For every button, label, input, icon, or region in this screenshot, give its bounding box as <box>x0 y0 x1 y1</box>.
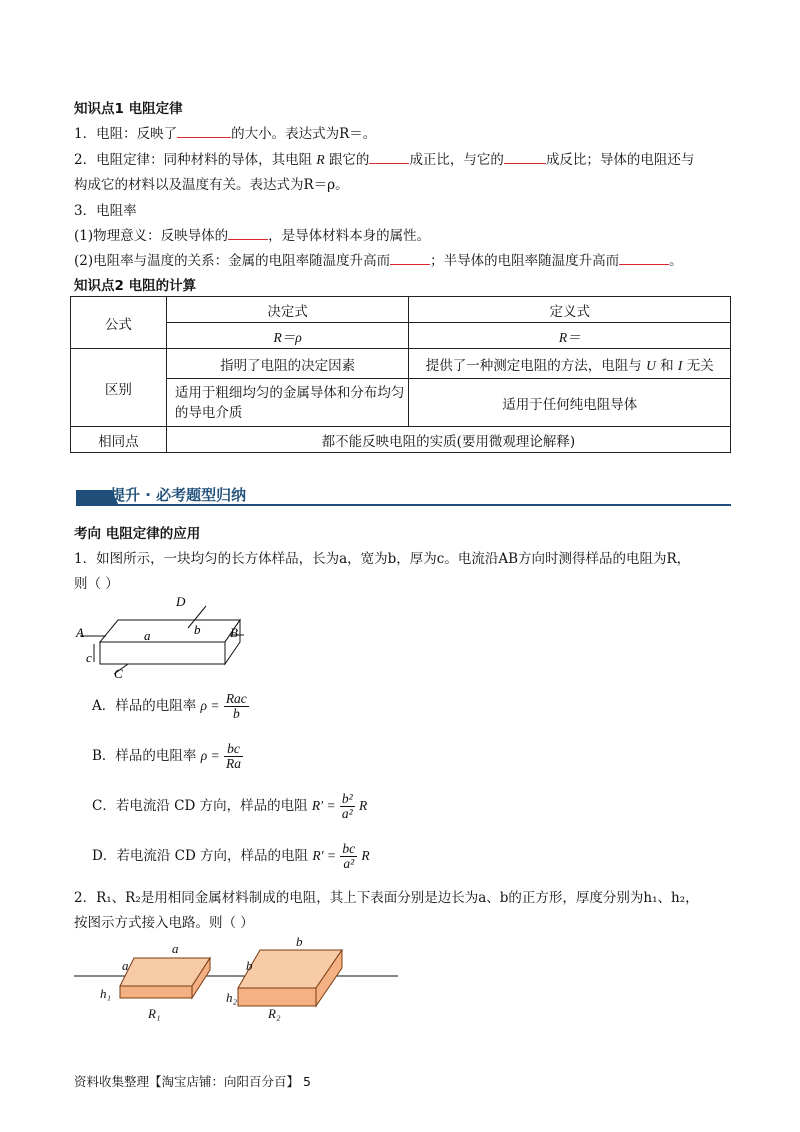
col-header-decide: 决定式 <box>166 297 409 323</box>
var-R: R <box>316 152 325 167</box>
kp1-title: 知识点1 电阻定律 <box>74 101 183 117</box>
banner-title: 提升 · 必考题型归纳 <box>110 486 247 504</box>
label-D: D <box>176 594 186 609</box>
text: 。 <box>669 253 683 269</box>
diff-decide-1: 指明了电阻的决定因素 <box>166 349 409 379</box>
q1-option-C[interactable] <box>92 792 367 821</box>
q1-stem: 1．如图所示，一块均匀的长方体样品，长为a，宽为b，厚为c。电流沿AB方向时测得样品的电阻为R， <box>74 551 691 567</box>
formula-text: R＝ <box>558 329 581 345</box>
label-R2: R₂ <box>268 1006 281 1021</box>
option-text: D．若电流沿 CD 方向，样品的电阻 <box>92 848 309 864</box>
r1-front-face <box>120 986 192 998</box>
label-C: C <box>114 666 123 681</box>
r-prime-symbol: R′ = <box>312 848 337 863</box>
label-a-top: a <box>172 941 179 956</box>
kp1-line-5 <box>74 249 683 269</box>
q1-box-figure <box>70 592 250 682</box>
numerator: b² <box>341 791 353 806</box>
answer-blank[interactable] <box>619 252 669 265</box>
row-header-same: 相同点 <box>71 427 167 453</box>
numerator: bc <box>342 841 356 856</box>
label-h1: h₁ <box>100 986 112 1001</box>
var-R: R <box>361 848 370 863</box>
var-U: U <box>646 357 656 373</box>
option-text: B．样品的电阻率 <box>92 748 197 764</box>
fraction <box>340 792 355 821</box>
text: 跟它的 <box>328 152 370 168</box>
q2-stem: 2．R₁、R₂是用相同金属材料制成的电阻，其上下表面分别是边长为a、b的正方形，厚度分别为h₁、h₂， <box>74 890 699 906</box>
answer-blank[interactable] <box>228 227 268 240</box>
q2-resistor-figure <box>72 930 402 1030</box>
answer-blank[interactable] <box>504 151 546 164</box>
rho-symbol: ρ = <box>200 748 220 763</box>
text: (2)电阻率与温度的关系：金属的电阻率随温度升高而 <box>74 253 391 269</box>
numerator: bc <box>224 742 243 757</box>
row-header-formula: 公式 <box>71 297 167 349</box>
answer-blank[interactable] <box>390 252 430 265</box>
rho-symbol: ρ = <box>200 698 220 713</box>
kp1-line-2b <box>74 173 349 193</box>
formula-text: R＝ρ。 <box>303 177 349 193</box>
label-a-side: a <box>122 958 129 973</box>
text: 无关 <box>686 357 714 374</box>
diff-define-2: 适用于任何纯电阻导体 <box>409 379 731 427</box>
label-A: A <box>76 625 84 640</box>
label-B: B <box>230 625 238 640</box>
formula-define <box>409 323 731 349</box>
r-prime-symbol: R′ = <box>311 798 336 813</box>
text: 和 <box>660 357 674 374</box>
q2-stem-2: 按图示方式接入电路。则（ ） <box>74 915 254 931</box>
q1-option-A[interactable] <box>92 692 249 721</box>
section-banner <box>76 484 731 506</box>
denominator: a² <box>341 806 353 821</box>
option-text: C．若电流沿 CD 方向，样品的电阻 <box>92 798 308 814</box>
label-b-top: b <box>296 934 303 949</box>
denominator: a² <box>343 856 355 871</box>
label-c: c <box>86 650 92 665</box>
formula-text: R＝ρ <box>273 329 302 345</box>
var-R: R <box>358 798 368 813</box>
same-point: 都不能反映电阻的实质(要用微观理论解释) <box>166 427 730 453</box>
r2-front-face <box>238 988 316 1006</box>
q1-option-D[interactable] <box>92 842 370 871</box>
text: 构成它的材料以及温度有关。表达式为 <box>74 177 304 193</box>
kp1-line-4 <box>74 224 430 244</box>
kp1-line-1 <box>74 122 376 142</box>
text: (1)物理意义：反映导体的 <box>74 228 229 244</box>
kp1-line-3: 3．电阻率 <box>74 203 137 219</box>
text: 的大小。表达式为 <box>231 126 340 142</box>
answer-blank[interactable] <box>369 151 409 164</box>
label-R1: R₁ <box>148 1006 161 1021</box>
section-title: 考向 电阻定律的应用 <box>74 526 201 542</box>
denominator: b <box>232 706 240 721</box>
diff-decide-2: 适用于粗细均匀的金属导体和分布均匀的导电介质 <box>166 379 409 427</box>
text: 成反比；导体的电阻还与 <box>545 152 695 168</box>
text: 2．电阻定律：同种材料的导体，其电阻 <box>74 152 313 168</box>
q1-stem-2: 则（ ） <box>74 576 119 592</box>
text: ，是导体材料本身的属性。 <box>268 228 431 244</box>
q1-option-B[interactable] <box>92 742 243 771</box>
row-header-difference: 区别 <box>71 349 167 427</box>
label-b: b <box>194 622 201 637</box>
answer-blank[interactable] <box>177 125 231 138</box>
diff-define-1 <box>409 349 731 379</box>
kp1-line-2 <box>74 148 694 168</box>
label-h2: h₂ <box>226 990 238 1005</box>
text: 成正比，与它的 <box>409 152 504 168</box>
text: ；半导体的电阻率随温度升高而 <box>430 253 620 269</box>
label-b-side: b <box>246 958 253 973</box>
fraction <box>224 692 249 721</box>
formula-decide <box>166 323 409 349</box>
var-I: I <box>677 357 683 373</box>
denominator: Ra <box>225 756 241 771</box>
text: 提供了一种测定电阻的方法，电阻与 <box>425 357 642 374</box>
page-footer: 资料收集整理【淘宝店铺：向阳百分百】 5 <box>74 1074 311 1089</box>
col-header-define: 定义式 <box>409 297 731 323</box>
fraction <box>340 842 357 871</box>
label-a: a <box>144 628 151 643</box>
formula-text: R＝。 <box>339 126 377 142</box>
option-text: A．样品的电阻率 <box>92 698 197 714</box>
resistance-table <box>70 296 731 453</box>
fraction <box>224 742 243 771</box>
kp2-title: 知识点2 电阻的计算 <box>74 278 197 294</box>
numerator: Rac <box>225 691 247 706</box>
text: 1．电阻：反映了 <box>74 126 178 142</box>
